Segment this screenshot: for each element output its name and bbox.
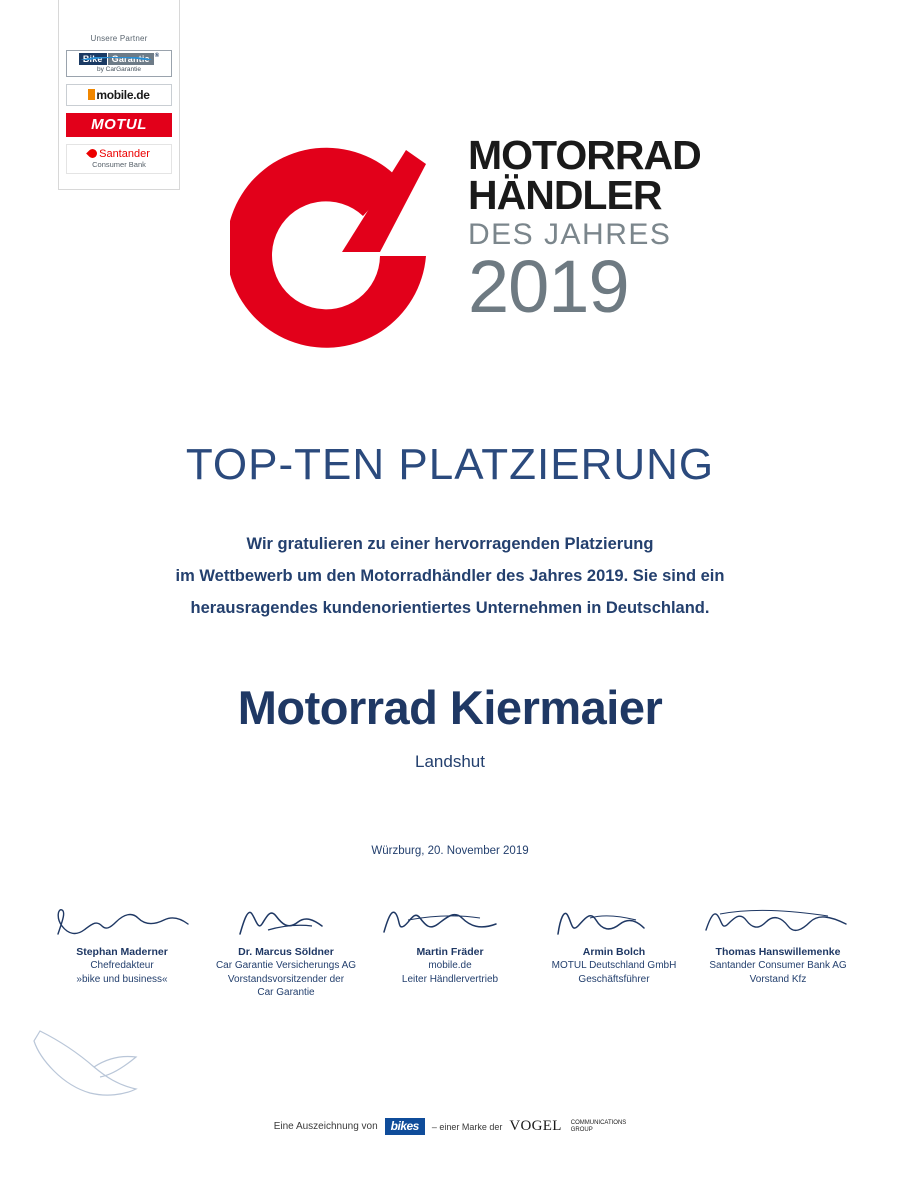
signature-block-5 <box>696 900 860 1000</box>
signature-role-2-line3: Car Garantie <box>257 987 315 998</box>
signature-image-2 <box>204 900 368 946</box>
signature-name-1: Stephan Maderner <box>76 946 168 958</box>
signature-role-1-line2: »bike und business« <box>76 973 168 985</box>
signature-name-5: Thomas Hanswillemenke <box>715 946 841 958</box>
signature-name-3: Martin Fräder <box>416 946 484 958</box>
santander-label: Santander <box>99 148 150 160</box>
footer <box>0 1118 900 1135</box>
award-line1: MOTORRAD <box>468 132 701 178</box>
partner-box <box>58 0 180 190</box>
vogel-logo: VOGEL <box>509 1118 562 1134</box>
bike-garantie-secondary: Garantie <box>108 53 154 65</box>
vogel-sub-line1: COMMUNICATIONS <box>570 1119 627 1126</box>
bikes-brand-logo: bikes <box>385 1118 425 1135</box>
award-year: 2019 <box>468 244 629 328</box>
signature-role-3-line2: Leiter Händlervertrieb <box>401 973 499 985</box>
signature-role-5-line2: Vorstand Kfz <box>749 973 807 985</box>
signature-role-5-line1: Santander Consumer Bank AG <box>709 960 847 971</box>
signature-role-2-line2: Vorstandsvorsitzender der <box>227 973 345 985</box>
bird-watermark-icon <box>20 1015 180 1125</box>
signature-block-4 <box>532 900 696 1000</box>
congratulation-line-2: im Wettbewerb um den Motorradhändler des Jahres 2019. Sie sind ein <box>175 567 725 586</box>
signature-image-3 <box>368 900 532 946</box>
signature-image-5 <box>696 900 860 946</box>
signature-role-3-line1: mobile.de <box>428 960 472 971</box>
signature-block-2 <box>204 900 368 1000</box>
congratulation-text <box>150 528 750 625</box>
signature-name-2: Dr. Marcus Söldner <box>238 946 334 958</box>
bike-garantie-logo <box>66 50 172 77</box>
signature-block-1 <box>40 900 204 1000</box>
signature-image-4 <box>532 900 696 946</box>
signature-block-3 <box>368 900 532 1000</box>
mobile-de-logo <box>66 84 172 106</box>
footer-prefix: Eine Auszeichnung von <box>273 1121 378 1132</box>
signature-role-2-line1: Car Garantie Versicherungs AG <box>215 960 357 971</box>
mobile-de-mark-icon <box>88 89 95 100</box>
page-title: TOP-TEN PLATZIERUNG <box>185 440 715 489</box>
vogel-sub <box>571 1120 627 1133</box>
santander-sub: Consumer Bank <box>92 159 146 169</box>
signature-role-4-line2: Geschäftsführer <box>578 973 650 985</box>
award-logo <box>230 118 700 378</box>
award-line3: DES JAHRES <box>468 217 672 251</box>
bike-garantie-swoosh-icon <box>73 52 153 60</box>
santander-logo <box>66 144 172 174</box>
place-and-date: Würzburg, 20. November 2019 <box>371 845 529 857</box>
signature-role-4-line1: MOTUL Deutschland GmbH <box>551 960 677 971</box>
motul-label: MOTUL <box>91 116 147 133</box>
congratulation-line-1: Wir gratulieren zu einer hervorragenden Platzierung <box>246 535 654 553</box>
santander-flame-icon <box>86 147 99 160</box>
signature-image-1 <box>40 900 204 946</box>
congratulation-line-3: herausragendes kundenorientiertes Unternehmen in Deutschland. <box>190 599 710 618</box>
bike-garantie-primary: Bike <box>79 53 107 65</box>
signature-row <box>40 900 860 1000</box>
bike-garantie-sub: by CarGarantie <box>96 66 142 73</box>
dealer-city: Landshut <box>415 752 485 771</box>
registered-trademark-icon: ® <box>154 53 160 59</box>
award-line2: HÄNDLER <box>468 171 662 218</box>
partner-box-title: Unsere Partner <box>90 34 148 43</box>
signature-name-4: Armin Bolch <box>582 946 646 958</box>
dealer-name: Motorrad Kiermaier <box>237 681 663 734</box>
vogel-sub-line2: GROUP <box>570 1126 593 1133</box>
award-c-mark-icon <box>230 136 460 366</box>
mobile-de-label: mobile.de <box>96 88 150 102</box>
award-wordmark <box>468 132 701 328</box>
signature-role-1-line1: Chefredakteur <box>90 960 154 971</box>
footer-middle: – einer Marke der <box>431 1121 503 1132</box>
motul-logo <box>66 113 172 137</box>
